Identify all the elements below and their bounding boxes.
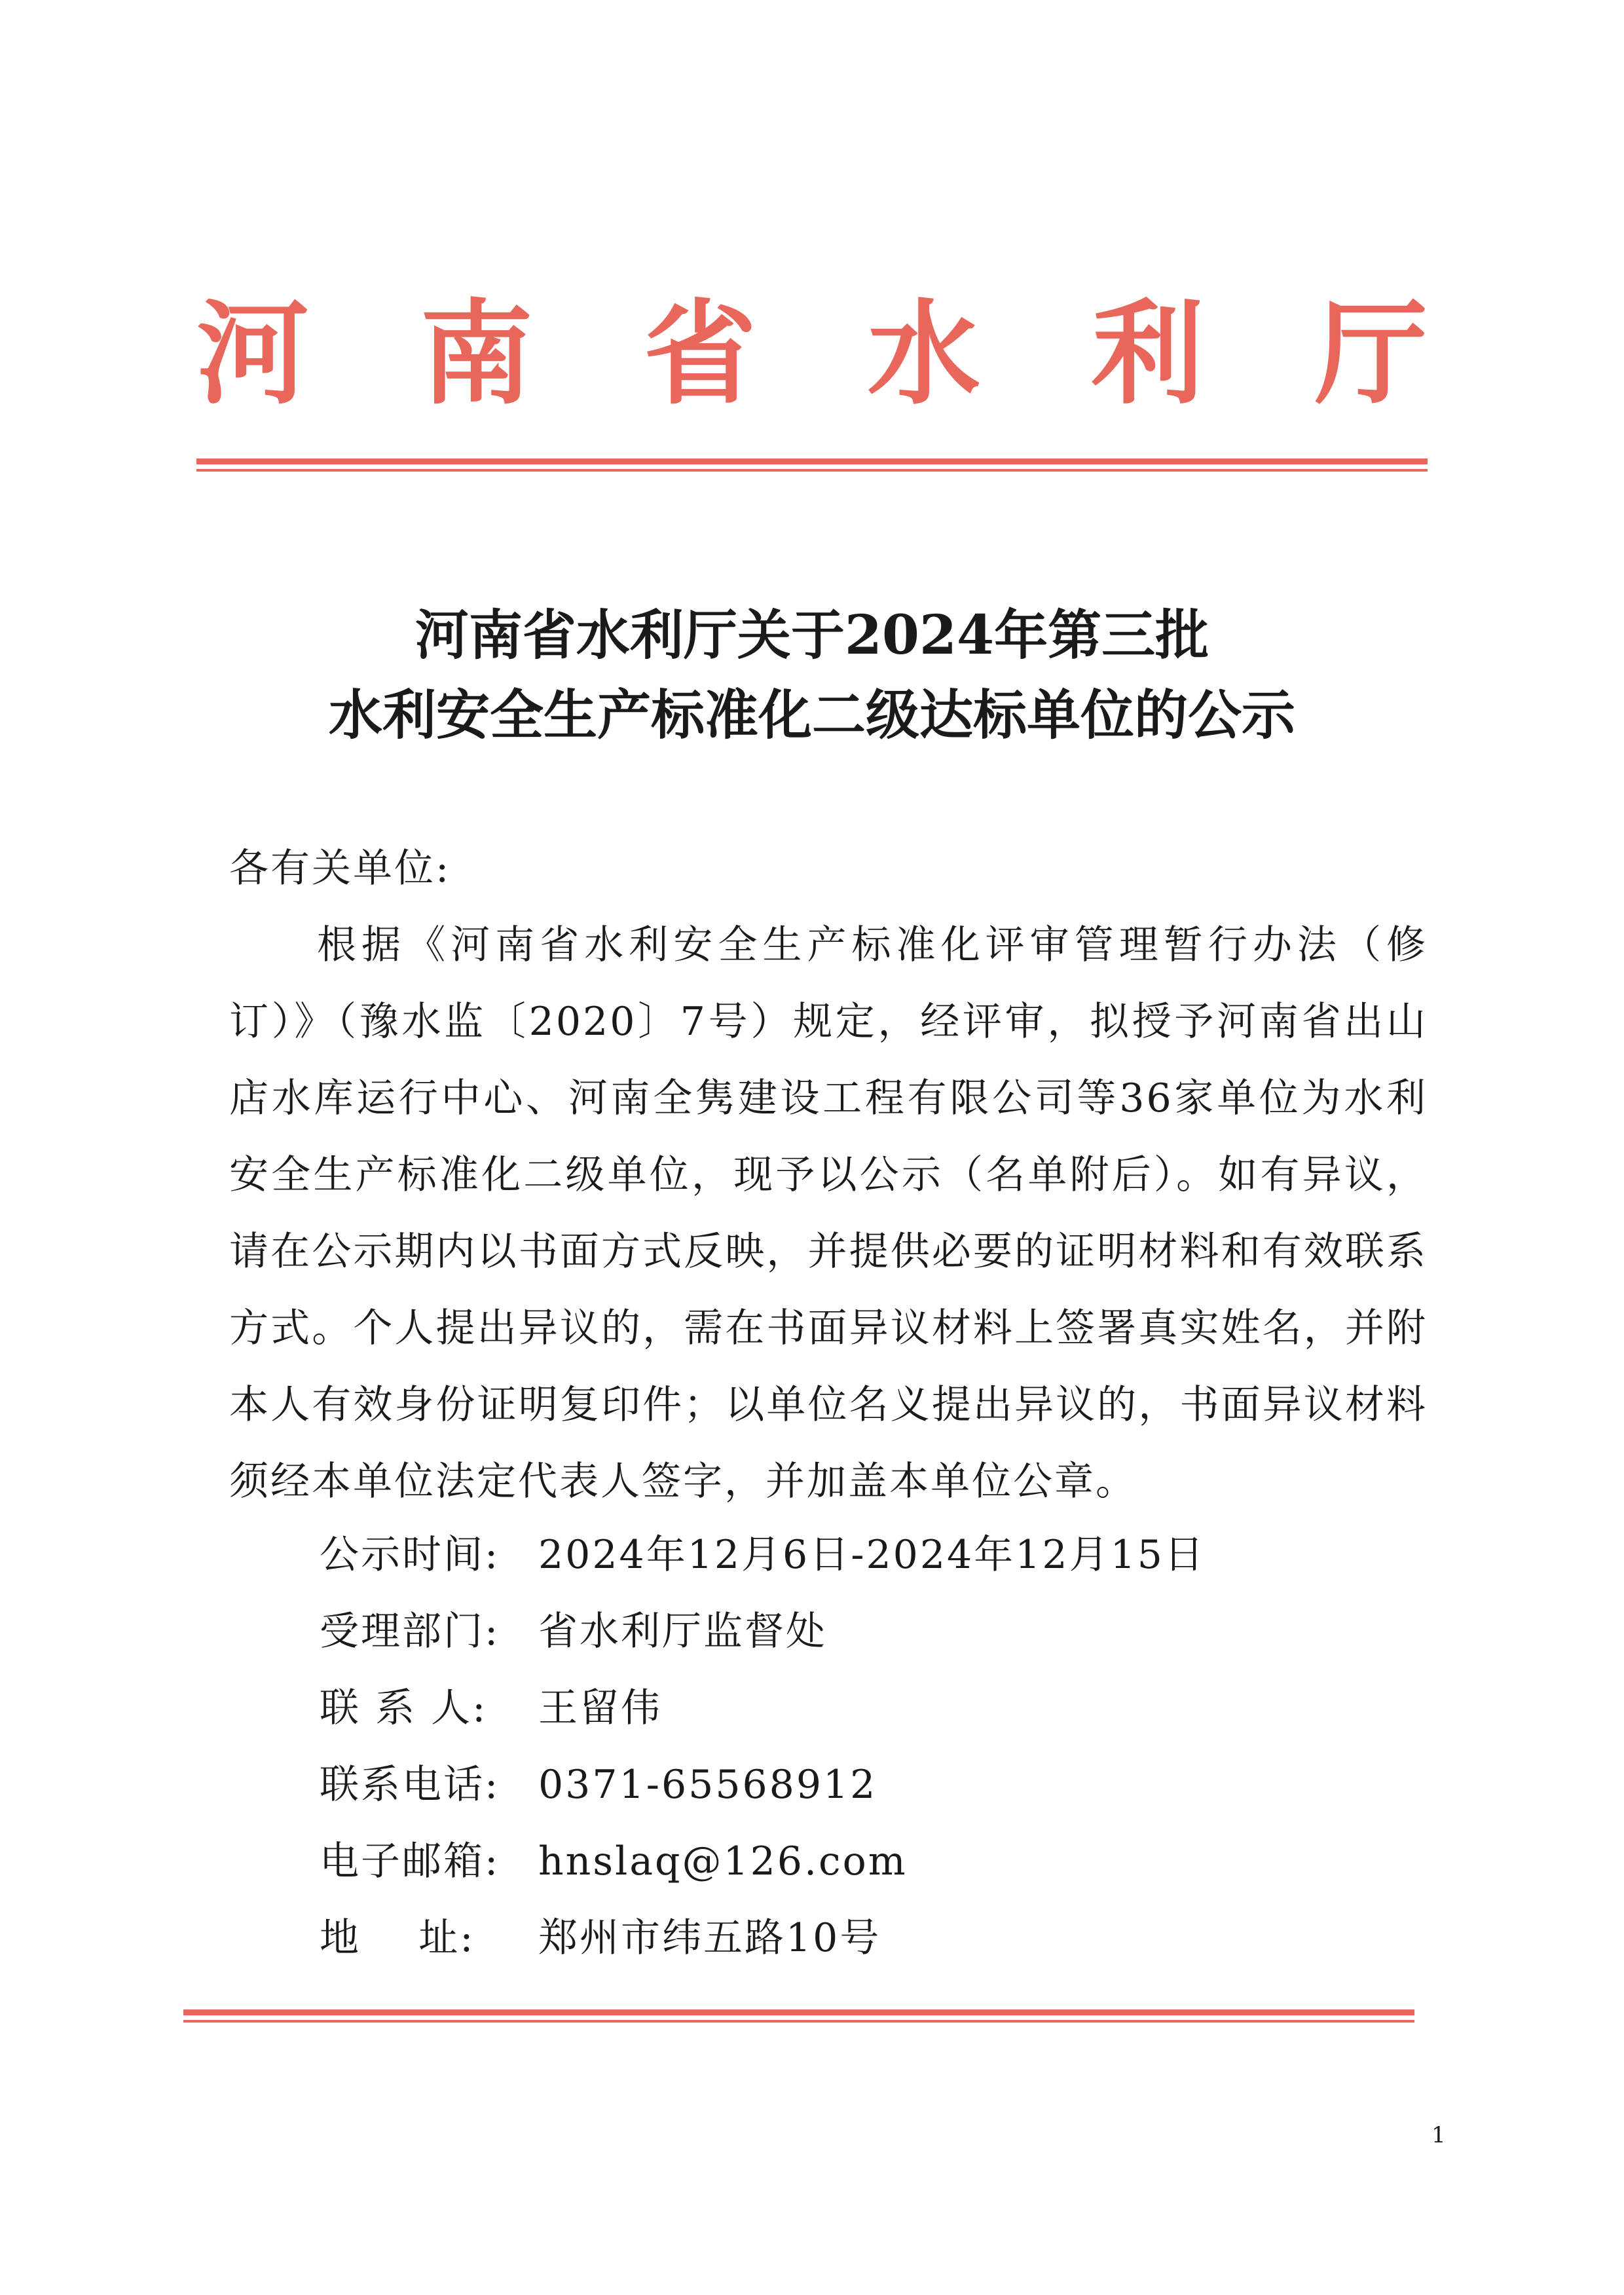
info-value: 省水利厅监督处 [538, 1609, 827, 1654]
header-rule-thick [196, 458, 1428, 464]
header-rule-thin [196, 469, 1428, 472]
info-value: 2024年12月6日-2024年12月15日 [538, 1532, 1206, 1578]
page-number: 1 [1431, 2122, 1446, 2148]
info-value: 0371-65568912 [538, 1762, 877, 1808]
masthead-char: 利 [1091, 287, 1204, 420]
info-value: hnslaq@126.com [538, 1838, 908, 1884]
masthead-org-name [196, 288, 1428, 419]
masthead-char: 南 [420, 287, 533, 420]
body-paragraph: 根据《河南省水利安全生产标准化评审管理暂行办法（修订）》（豫水监〔2020〕7号）规定，经评审，拟授予河南省出山店水库运行中心、河南全隽建设工程有限公司等36家单位为水利安全生产标准化二级单位，现予以公示（名单附后）。如有异议，请在公示期内以书面方式反映，并提供必要的证明材料和有效联系方式。个人提出异议的，需在书面异议材料上签署真实姓名，并附本人有效身份证明复印件；以单位名义提出异议的，书面异议材料须经本单位法定代表人签字，并加盖本单位公章。 [229, 922, 1428, 1504]
info-label: 联 系 人: [320, 1685, 488, 1731]
info-label: 联系电话: [320, 1762, 500, 1808]
info-value: 王留伟 [538, 1685, 662, 1731]
document-body [229, 830, 1428, 1520]
masthead-char: 水 [867, 287, 980, 420]
info-label: 地 址: [320, 1915, 475, 1961]
document-title-line2: 水利安全生产标准化二级达标单位的公示 [328, 684, 1295, 747]
info-row-contact-person [320, 1670, 662, 1747]
salutation: 各有关单位: [229, 846, 451, 891]
footer-rule-thin [183, 2020, 1414, 2023]
document-title-line1: 河南省水利厅关于2024年第三批 [415, 604, 1209, 667]
info-row-publication-period [320, 1517, 1206, 1594]
info-value: 郑州市纬五路10号 [538, 1915, 881, 1961]
info-row-department [320, 1594, 827, 1670]
info-label: 公示时间: [320, 1532, 500, 1578]
masthead-char: 河 [196, 287, 309, 420]
footer-rule-thick [183, 2009, 1414, 2015]
info-row-address [320, 1900, 881, 1977]
info-row-phone [320, 1747, 877, 1823]
masthead-char: 省 [644, 287, 757, 420]
info-label: 电子邮箱: [320, 1838, 500, 1884]
masthead-char: 厅 [1314, 287, 1428, 420]
info-row-email [320, 1823, 908, 1900]
info-label: 受理部门: [320, 1609, 500, 1654]
